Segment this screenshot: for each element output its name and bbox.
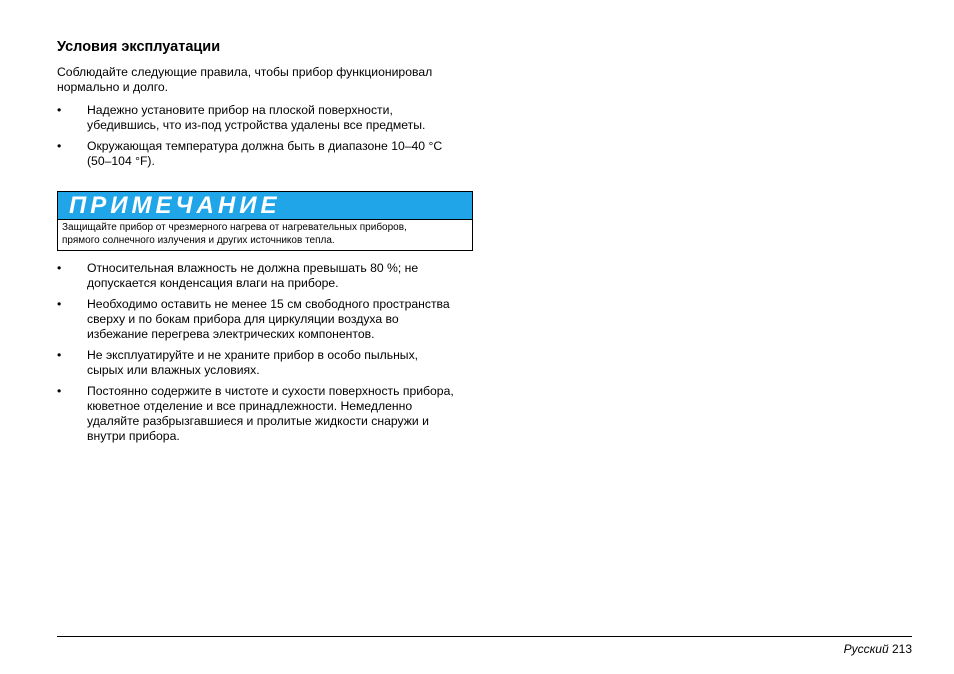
list-item — [57, 384, 473, 444]
list-item-line: Относительная влажность не должна превышать 80 %; не — [87, 261, 419, 275]
bullet-icon: • — [57, 348, 62, 362]
intro-paragraph — [57, 65, 473, 95]
list-item-line: Окружающая температура должна быть в диапазоне 10–40 °C — [87, 139, 443, 153]
bullet-list-top — [57, 103, 473, 169]
list-item-line: Надежно установите прибор на плоской поверхности, — [87, 103, 393, 117]
list-item-line: допускается конденсация влаги на приборе. — [87, 276, 339, 290]
list-item-line: сырых или влажных условиях. — [87, 363, 260, 377]
list-item — [57, 348, 473, 378]
list-item-line: (50–104 °F). — [87, 154, 155, 168]
list-item-line: кюветное отделение и все принадлежности. Немедленно — [87, 399, 413, 413]
bullet-icon: • — [57, 139, 62, 153]
bullet-icon: • — [57, 103, 62, 117]
bullet-icon: • — [57, 297, 62, 311]
list-item-line: сверху и по бокам прибора для циркуляции воздуха во — [87, 312, 399, 326]
note-body — [58, 220, 472, 250]
bullet-icon: • — [57, 261, 62, 275]
list-item — [57, 297, 473, 342]
section-title: Условия эксплуатации — [57, 39, 221, 55]
list-item-line: удаляйте разбрызгавшиеся и пролитые жидкости снаружи и — [87, 414, 429, 428]
list-item-line: убедившись, что из-под устройства удалены все предметы. — [87, 118, 426, 132]
list-item — [57, 261, 473, 291]
list-item-line: Постоянно содержите в чистоте и сухости поверхность прибора, — [87, 384, 454, 398]
list-item-line: внутри прибора. — [87, 429, 180, 443]
footer-divider — [57, 636, 912, 637]
bullet-icon: • — [57, 384, 62, 398]
list-item-line: Не эксплуатируйте и не храните прибор в особо пыльных, — [87, 348, 419, 362]
note-header: ПРИМЕЧАНИЕ — [58, 192, 472, 220]
note-line: прямого солнечного излучения и других источников тепла. — [62, 235, 335, 246]
intro-line: нормально и долго. — [57, 80, 169, 94]
list-item — [57, 139, 473, 169]
intro-line: Соблюдайте следующие правила, чтобы прибор функционировал — [57, 65, 433, 79]
page-footer — [844, 642, 912, 656]
page-content — [57, 38, 473, 450]
note-box — [57, 191, 473, 251]
page-number: 213 — [891, 642, 912, 656]
footer-language: Русский — [843, 642, 889, 656]
note-line: Защищайте прибор от чрезмерного нагрева от нагревательных приборов, — [62, 222, 407, 233]
list-item-line: Необходимо оставить не менее 15 см свободного пространства — [87, 297, 450, 311]
list-item-line: избежание перегрева электрических компонентов. — [87, 327, 375, 341]
list-item — [57, 103, 473, 133]
bullet-list-bottom — [57, 261, 473, 444]
